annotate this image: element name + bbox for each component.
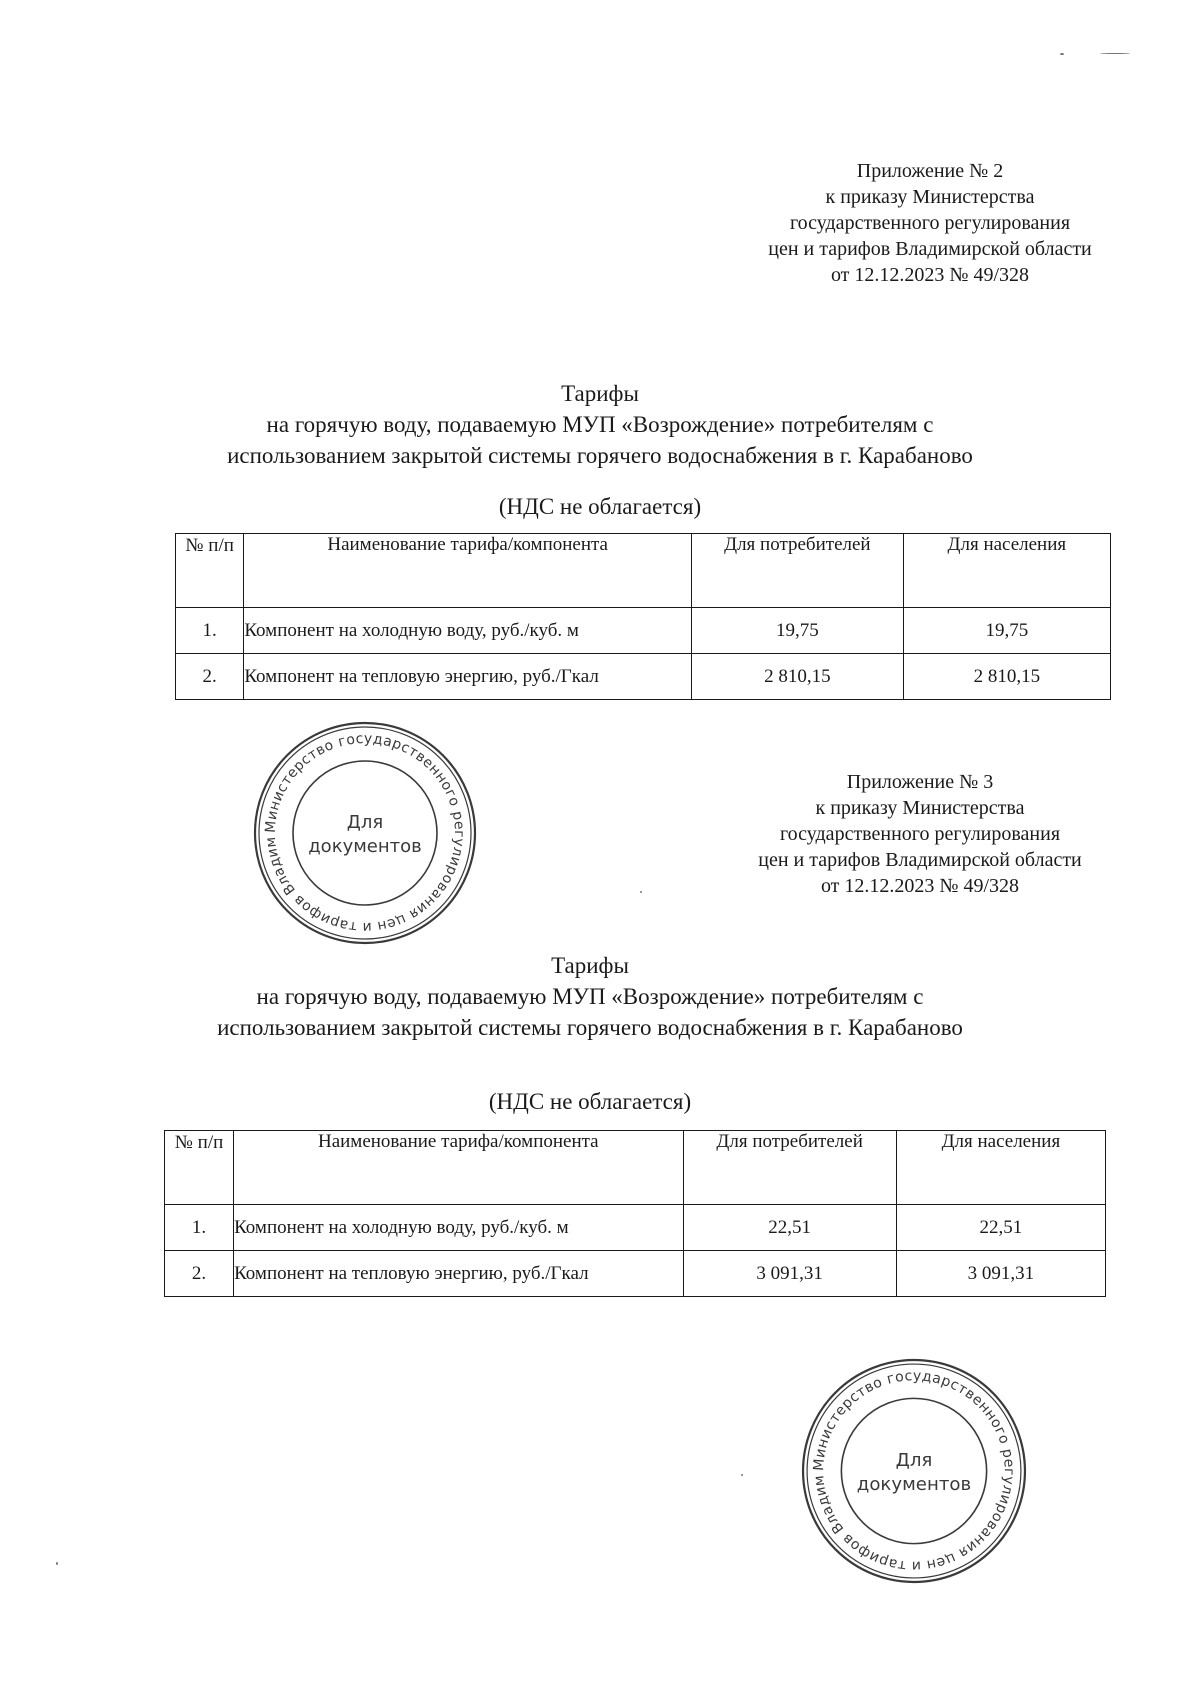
table-row [165, 1251, 1106, 1297]
subtitle-line: на горячую воду, подаваемую МУП «Возрождение» потребителям с [266, 412, 934, 437]
cell-num: 2. [176, 654, 244, 700]
cell-population: 3 091,31 [896, 1251, 1105, 1297]
appendix-line: цен и тарифов Владимирской области [768, 238, 1092, 260]
title: Тарифы [561, 381, 639, 406]
table-row [176, 608, 1111, 654]
header-num: № п/п [176, 534, 244, 608]
tariff-table-1 [175, 533, 1111, 700]
cell-consumers: 19,75 [692, 608, 904, 654]
cell-name: Компонент на холодную воду, руб./куб. м [234, 1205, 683, 1251]
subtitle-line: использованием закрытой системы горячего водоснабжения в г. Карабаново [227, 443, 973, 468]
table-row [165, 1205, 1106, 1251]
subtitle-line: на горячую воду, подаваемую МУП «Возрождение» потребителям с [256, 984, 924, 1009]
table-header-row [165, 1131, 1106, 1205]
appendix-line: от 12.12.2023 № 49/328 [830, 264, 1030, 286]
table-header-row [176, 534, 1111, 608]
stamp-center-line: документов [308, 836, 422, 857]
header-consumers: Для потребителей [692, 534, 904, 608]
cell-consumers: 3 091,31 [683, 1251, 896, 1297]
tariff-table-2 [164, 1130, 1106, 1297]
scan-speck [741, 1474, 743, 1476]
cell-num: 2. [165, 1251, 234, 1297]
scan-speck [56, 1562, 58, 1565]
cell-num: 1. [165, 1205, 234, 1251]
stamp-seal-icon [798, 1355, 1030, 1587]
cell-name: Компонент на холодную воду, руб./куб. м [244, 608, 692, 654]
appendix-line: государственного регулирования [779, 823, 1061, 845]
stamp-ring-text: Министерство государственного регулирования цен и тарифов Владим [811, 1368, 1017, 1574]
vat-note: (НДС не облагается) [488, 1089, 692, 1114]
header-num: № п/п [165, 1131, 234, 1205]
table-row [176, 654, 1111, 700]
official-stamp [250, 718, 480, 948]
section-2-title [150, 950, 1030, 1043]
stamp-center-line: Для [346, 812, 384, 833]
appendix-line: Приложение № 3 [846, 771, 994, 793]
stamp-center-line: Для [895, 1449, 933, 1471]
vat-note: (НДС не облагается) [498, 494, 702, 519]
official-stamp [798, 1355, 1030, 1587]
header-population: Для населения [896, 1131, 1105, 1205]
subtitle-line: использованием закрытой системы горячего водоснабжения в г. Карабаново [217, 1015, 963, 1040]
header-name: Наименование тарифа/компонента [244, 534, 692, 608]
appendix-line: к приказу Министерства [825, 186, 1035, 208]
stamp-seal-icon [250, 718, 480, 948]
scan-speck [1100, 53, 1130, 54]
header-name: Наименование тарифа/компонента [234, 1131, 683, 1205]
stamp-center-line: документов [856, 1474, 972, 1496]
cell-population: 19,75 [903, 608, 1110, 654]
title: Тарифы [551, 953, 629, 978]
header-consumers: Для потребителей [683, 1131, 896, 1205]
appendix-line: от 12.12.2023 № 49/328 [820, 875, 1020, 897]
appendix-header-3 [730, 769, 1110, 899]
cell-consumers: 2 810,15 [692, 654, 904, 700]
appendix-line: цен и тарифов Владимирской области [758, 849, 1082, 871]
cell-population: 2 810,15 [903, 654, 1110, 700]
cell-num: 1. [176, 608, 244, 654]
appendix-line: Приложение № 2 [856, 160, 1004, 182]
stamp-ring-text: Министерство государственного регулирования цен и тарифов Владим [262, 730, 468, 936]
cell-name: Компонент на тепловую энергию, руб./Гкал [244, 654, 692, 700]
scan-speck [1060, 53, 1064, 55]
section-1-title [160, 378, 1040, 471]
scan-speck [640, 891, 642, 893]
appendix-header-2 [740, 158, 1120, 288]
header-population: Для населения [903, 534, 1110, 608]
cell-consumers: 22,51 [683, 1205, 896, 1251]
cell-population: 22,51 [896, 1205, 1105, 1251]
appendix-line: государственного регулирования [789, 212, 1071, 234]
cell-name: Компонент на тепловую энергию, руб./Гкал [234, 1251, 683, 1297]
appendix-line: к приказу Министерства [815, 797, 1025, 819]
